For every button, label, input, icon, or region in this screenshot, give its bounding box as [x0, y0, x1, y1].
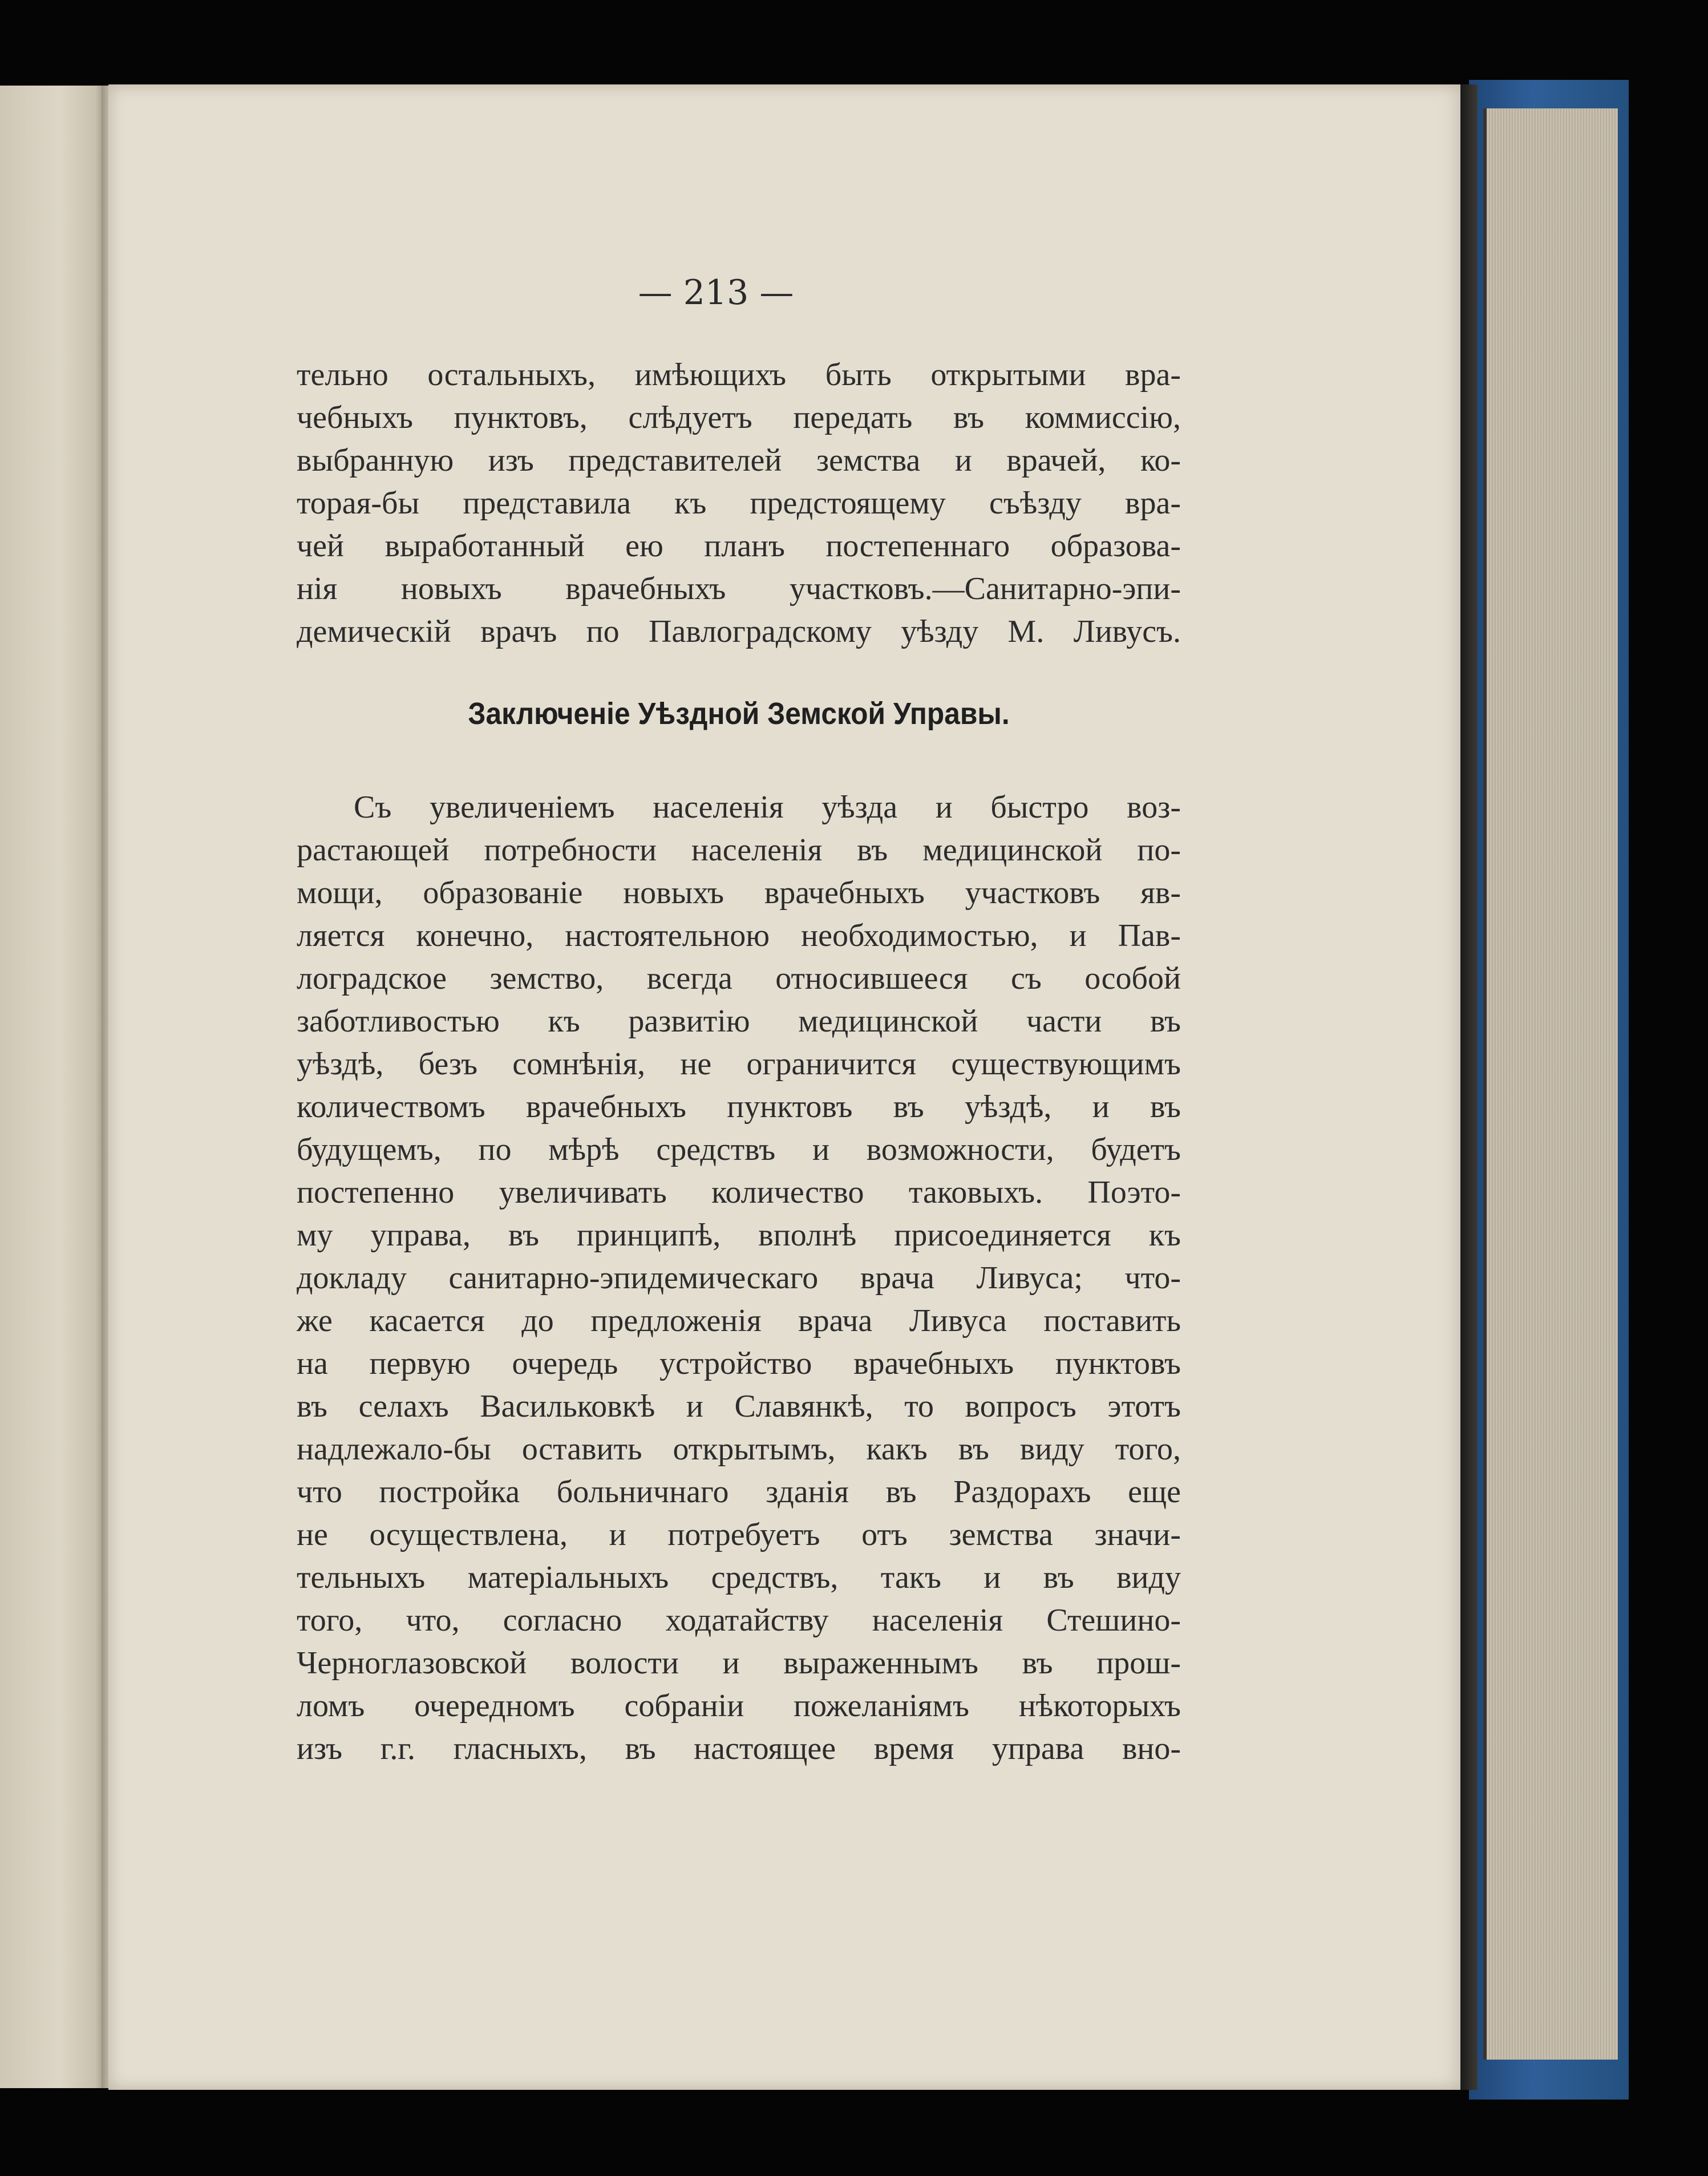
text-line: торая-бы представила къ предстоящему съѣзду вра- [297, 486, 1181, 521]
section-heading: Заключеніе Уѣздной Земской Управы. [468, 697, 1010, 731]
paragraph-2 [297, 786, 1181, 1770]
page-edge-shadow [1460, 84, 1478, 2090]
left-page [0, 86, 108, 2088]
text-line: Съ увеличеніемъ населенія уѣзда и быстро воз- [354, 790, 1181, 825]
text-line: растающей потребности населенія въ медицинской по- [297, 832, 1181, 868]
text-line: тельныхъ матеріальныхъ средствъ, такъ и въ виду [297, 1560, 1181, 1595]
text-line: чей выработанный ею планъ постепеннаго образова- [297, 528, 1181, 564]
text-line: что постройка больничнаго зданія въ Раздорахъ еще [297, 1474, 1181, 1510]
text-line: же касается до предложенія врача Ливуса поставить [297, 1303, 1181, 1338]
text-line: тельно остальныхъ, имѣющихъ быть открытыми вра- [297, 357, 1181, 393]
text-line: докладу санитарно-эпидемическаго врача Ливуса; что- [297, 1260, 1181, 1296]
text-line: чебныхъ пунктовъ, слѣдуетъ передать въ коммиссію, [297, 400, 1181, 435]
text-line: не осуществлена, и потребуетъ отъ земства значи- [297, 1517, 1181, 1552]
text-line: мощи, образованіе новыхъ врачебныхъ участковъ яв- [297, 875, 1181, 911]
text-line: постепенно увеличивать количество таковыхъ. Поэто- [297, 1175, 1181, 1210]
page-number: — 213 — [638, 273, 794, 313]
text-line: количествомъ врачебныхъ пунктовъ въ уѣздѣ, и въ [297, 1089, 1181, 1125]
text-line: выбранную изъ представителей земства и врачей, ко- [297, 443, 1181, 478]
text-line: му управа, въ принципѣ, вполнѣ присоединяется къ [297, 1218, 1181, 1253]
text-line: демическій врачъ по Павлоградскому уѣзду М. Ливусъ. [297, 614, 1181, 649]
text-line: того, что, согласно ходатайству населенія Стешино- [297, 1603, 1181, 1638]
text-line: заботливостью къ развитію медицинской части въ [297, 1004, 1181, 1039]
text-line: Черноглазовской волости и выраженнымъ въ прош- [297, 1645, 1181, 1681]
text-line: будущемъ, по мѣрѣ средствъ и возможности, будетъ [297, 1132, 1181, 1167]
page-edges [1483, 108, 1618, 2060]
text-line: надлежало-бы оставить открытымъ, какъ въ виду того, [297, 1431, 1181, 1467]
paragraph-1 [297, 354, 1181, 653]
text-line: ляется конечно, настоятельною необходимостью, и Пав- [297, 918, 1181, 953]
text-line: лоградское земство, всегда относившееся съ особой [297, 961, 1181, 996]
text-line: на первую очередь устройство врачебныхъ пунктовъ [297, 1346, 1181, 1381]
text-line: въ селахъ Васильковкѣ и Славянкѣ, то вопросъ этотъ [297, 1389, 1181, 1424]
text-line: ломъ очередномъ собраніи пожеланіямъ нѣкоторыхъ [297, 1688, 1181, 1724]
text-line: уѣздѣ, безъ сомнѣнія, не ограничится существующимъ [297, 1046, 1181, 1082]
text-line: изъ г.г. гласныхъ, въ настоящее время управа вно- [297, 1731, 1181, 1766]
text-line: нія новыхъ врачебныхъ участковъ.—Санитарно-эпи- [297, 571, 1181, 606]
